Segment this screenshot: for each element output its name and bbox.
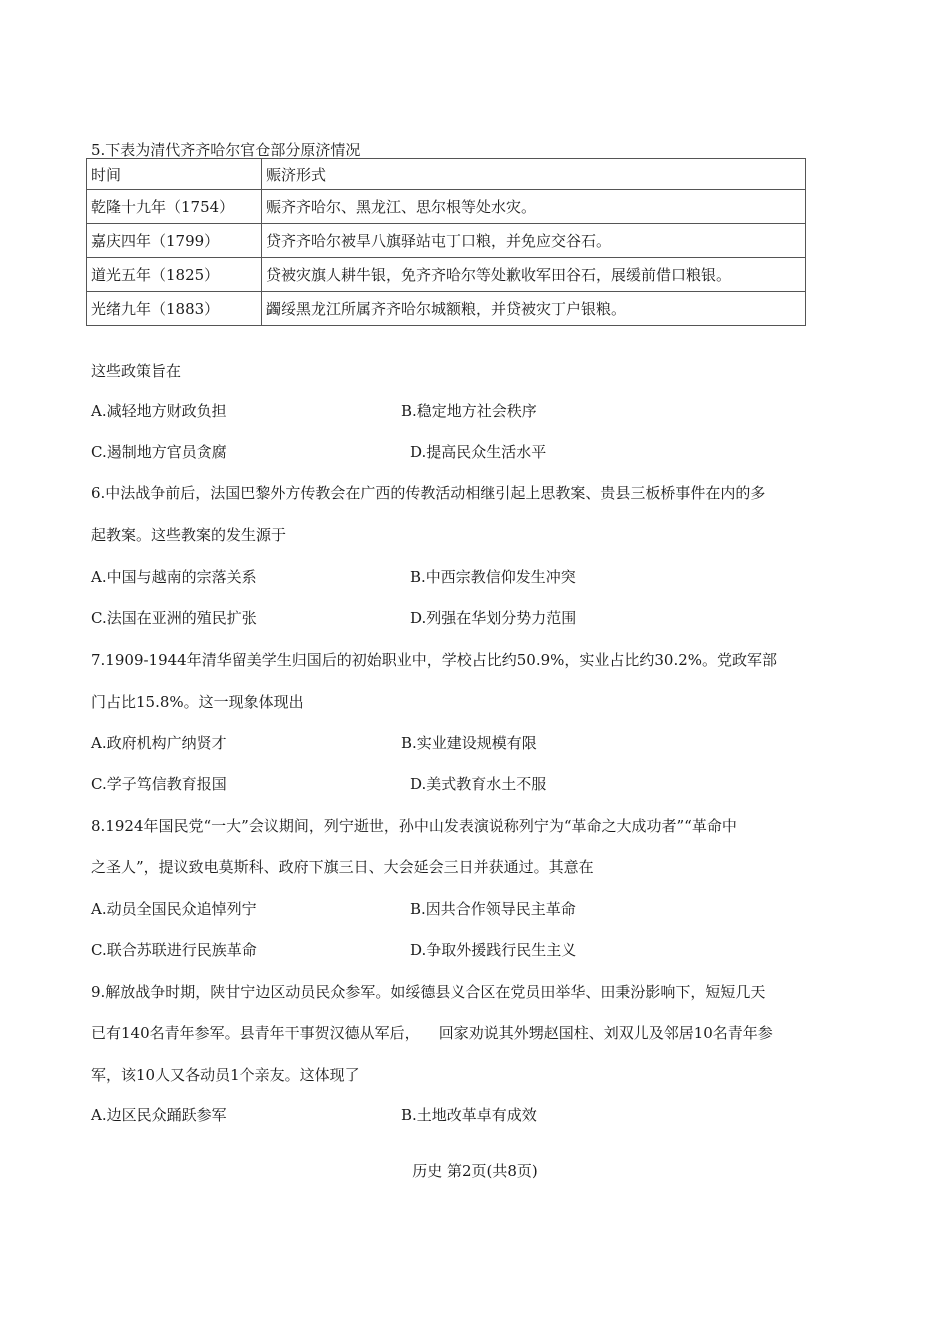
option-c: C.学子笃信教育报国	[91, 775, 227, 793]
option-c: C.遏制地方官员贪腐	[91, 443, 227, 461]
option-a: A.动员全国民众追悼列宁	[91, 900, 257, 918]
table-cell-time: 嘉庆四年（1799）	[87, 224, 262, 258]
table-row	[87, 258, 806, 292]
question-6-line: 起教案。这些教案的发生源于	[91, 526, 287, 544]
option-c: C.联合苏联进行民族革命	[91, 941, 257, 959]
option-a: A.政府机构广纳贤才	[91, 734, 227, 752]
option-d: D.提高民众生活水平	[410, 443, 547, 461]
question-5-stem: 这些政策旨在	[91, 362, 182, 380]
option-d: D.争取外援践行民生主义	[410, 941, 577, 959]
table-cell-time: 道光五年（1825）	[87, 258, 262, 292]
question-6-line: 6.中法战争前后，法国巴黎外方传教会在广西的传教活动相继引起上思教案、贵县三板桥事件在内的多	[91, 484, 766, 502]
question-9-line: 军，该10人又各动员1个亲友。这体现了	[91, 1066, 360, 1084]
table-cell-relief: 蠲绥黑龙江所属齐齐哈尔城额粮，并贷被灾丁户银粮。	[262, 292, 806, 326]
option-a: A.边区民众踊跃参军	[91, 1106, 227, 1124]
question-9-line: 9.解放战争时期，陕甘宁边区动员民众参军。如绥德县义合区在党员田举华、田秉汾影响下，短短几天	[91, 983, 766, 1001]
table-cell-time: 乾隆十九年（1754）	[87, 190, 262, 224]
option-b: B.实业建设规模有限	[401, 734, 537, 752]
option-d: D.列强在华划分势力范围	[410, 609, 577, 627]
table-cell-relief: 贷齐齐哈尔被旱八旗驿站屯丁口粮，并免应交谷石。	[262, 224, 806, 258]
table-cell-relief: 赈齐齐哈尔、黑龙江、思尔根等处水灾。	[262, 190, 806, 224]
question-8-line: 之圣人”，提议致电莫斯科、政府下旗三日、大会延会三日并获通过。其意在	[91, 858, 594, 876]
table-cell-time: 光绪九年（1883）	[87, 292, 262, 326]
option-a: A.中国与越南的宗落关系	[91, 568, 257, 586]
relief-table	[86, 158, 806, 326]
question-5-title: 5.下表为清代齐齐哈尔官仓部分原济情况	[91, 141, 361, 159]
table-row	[87, 292, 806, 326]
table-header-row	[87, 159, 806, 190]
option-c: C.法国在亚洲的殖民扩张	[91, 609, 257, 627]
option-a: A.减轻地方财政负担	[91, 402, 227, 420]
table-cell-relief: 贷被灾旗人耕牛银，免齐齐哈尔等处歉收军田谷石，展缓前借口粮银。	[262, 258, 806, 292]
option-b: B.稳定地方社会秩序	[401, 402, 537, 420]
option-b: B.中西宗教信仰发生冲突	[410, 568, 576, 586]
table-header-cell: 时间	[87, 159, 262, 190]
option-d: D.美式教育水土不服	[410, 775, 547, 793]
question-7-line: 7.1909-1944年清华留美学生归国后的初始职业中，学校占比约50.9%，实业占比约30.2%。党政军部	[91, 651, 778, 669]
table-row	[87, 224, 806, 258]
page-footer: 历史 第2页(共8页)	[412, 1162, 538, 1180]
question-9-line: 已有140名青年参军。县青年干事贺汉德从军后， 回家劝说其外甥赵国柱、刘双儿及邻居10名青年参	[91, 1024, 773, 1042]
table-header-cell: 赈济形式	[262, 159, 806, 190]
option-b: B.因共合作领导民主革命	[410, 900, 576, 918]
table-row	[87, 190, 806, 224]
option-b: B.土地改革卓有成效	[401, 1106, 537, 1124]
question-7-line: 门占比15.8%。这一现象体现出	[91, 693, 304, 711]
question-8-line: 8.1924年国民党“一大”会议期间，列宁逝世，孙中山发表演说称列宁为“革命之大成功者”“革命中	[91, 817, 737, 835]
